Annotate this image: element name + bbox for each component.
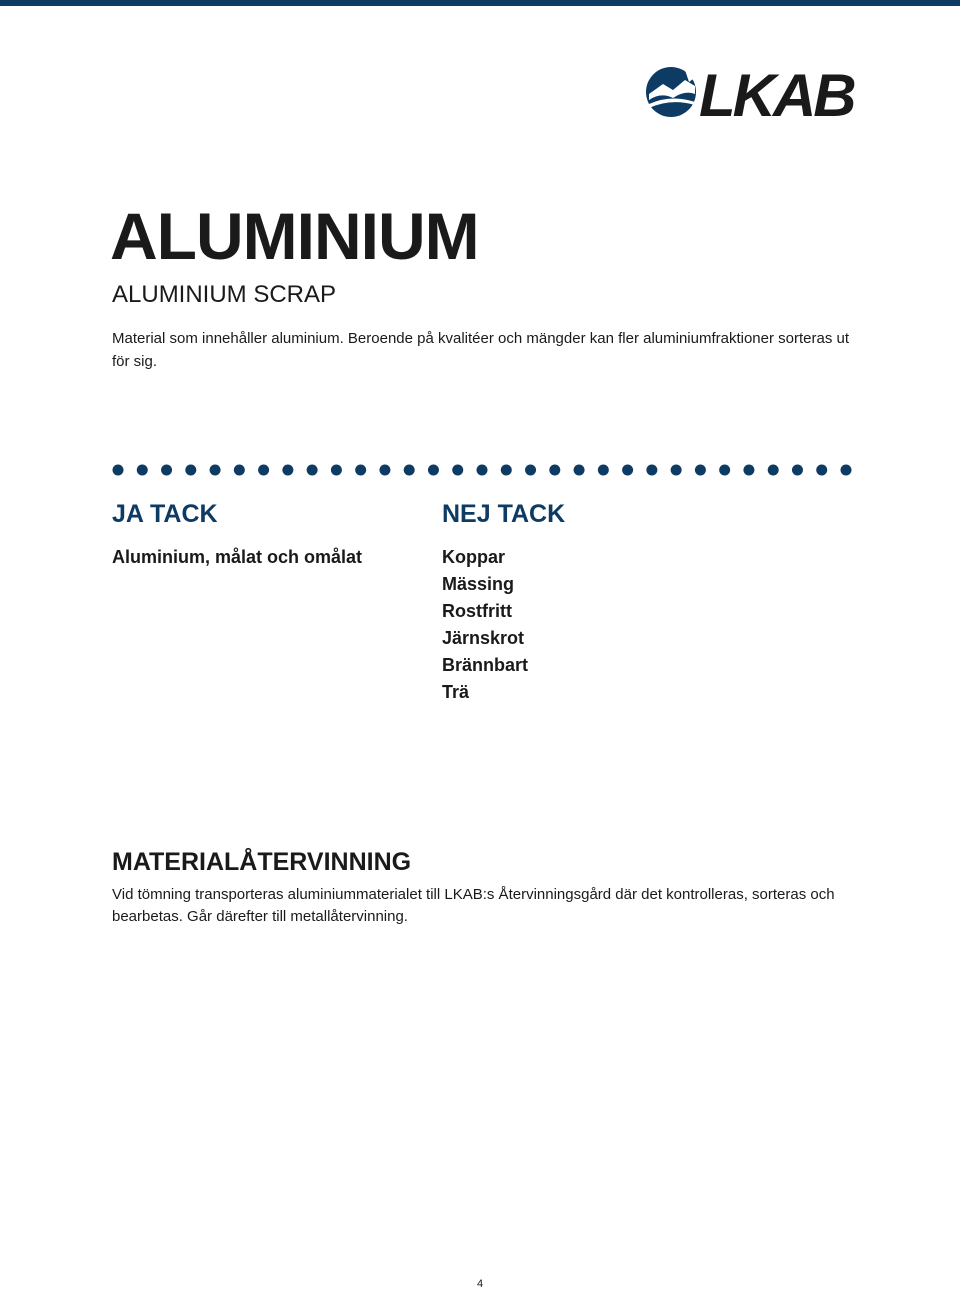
divider-dot: [598, 465, 609, 476]
divider-dot: [477, 465, 488, 476]
rejected-list: [442, 544, 762, 706]
accepted-list: [112, 544, 432, 571]
accepted-heading: JA TACK: [112, 500, 218, 528]
divider-dot: [841, 465, 852, 476]
page-number: 4: [476, 1278, 484, 1290]
divider-dot: [695, 465, 706, 476]
rejected-heading: NEJ TACK: [442, 500, 566, 528]
divider-dot: [161, 465, 172, 476]
divider-dot: [210, 465, 221, 476]
divider-dot: [185, 465, 196, 476]
divider-dot: [113, 465, 124, 476]
rejected-item: Koppar: [442, 547, 505, 567]
accepted-section: [112, 498, 432, 571]
rejected-item: Rostfritt: [442, 601, 512, 621]
recycling-text: Vid tömning transporteras aluminiummaterialet till LKAB:s Återvinningsgård där det kontrolleras, sorteras och bearbetas. Går därefter till metallåtervinning.: [112, 886, 835, 925]
divider-dot: [549, 465, 560, 476]
page-subtitle: ALUMINIUM SCRAP: [112, 281, 337, 308]
accepted-item: Aluminium, målat och omålat: [112, 547, 363, 567]
lkab-logo-mark: [645, 64, 855, 120]
divider-dot: [792, 465, 803, 476]
recycling-heading: MATERIALÅTERVINNING: [112, 848, 412, 876]
divider-dot: [331, 465, 342, 476]
lkab-logo: [645, 64, 855, 120]
divider-dot: [404, 465, 415, 476]
rejected-section: [442, 498, 762, 706]
divider-dot: [234, 465, 245, 476]
divider-dot: [525, 465, 536, 476]
top-accent-bar: [0, 0, 960, 6]
divider-dot: [816, 465, 827, 476]
divider-dot: [671, 465, 682, 476]
rejected-item: Brännbart: [442, 655, 529, 675]
divider-dot: [622, 465, 633, 476]
divider-dot: [646, 465, 657, 476]
divider-dot: [574, 465, 585, 476]
divider-dot: [501, 465, 512, 476]
rejected-item: Järnskrot: [442, 628, 525, 648]
divider-dot: [307, 465, 318, 476]
divider-dot: [379, 465, 390, 476]
divider-dot: [355, 465, 366, 476]
dotted-divider: [112, 463, 852, 477]
lkab-logo-text: LKAB: [699, 64, 854, 120]
divider-dot: [768, 465, 779, 476]
page-title: ALUMINIUM: [110, 199, 479, 273]
material-description: Material som innehåller aluminium. Beroende på kvalitéer och mängder kan fler aluminiumfraktioner sorteras ut för sig.: [112, 330, 850, 370]
divider-dot: [137, 465, 148, 476]
rejected-item: Mässing: [442, 574, 515, 594]
divider-dot: [282, 465, 293, 476]
rejected-item: Trä: [442, 682, 470, 702]
divider-dot: [452, 465, 463, 476]
divider-dot: [743, 465, 754, 476]
divider-dot: [258, 465, 269, 476]
divider-dot: [719, 465, 730, 476]
divider-dot: [428, 465, 439, 476]
